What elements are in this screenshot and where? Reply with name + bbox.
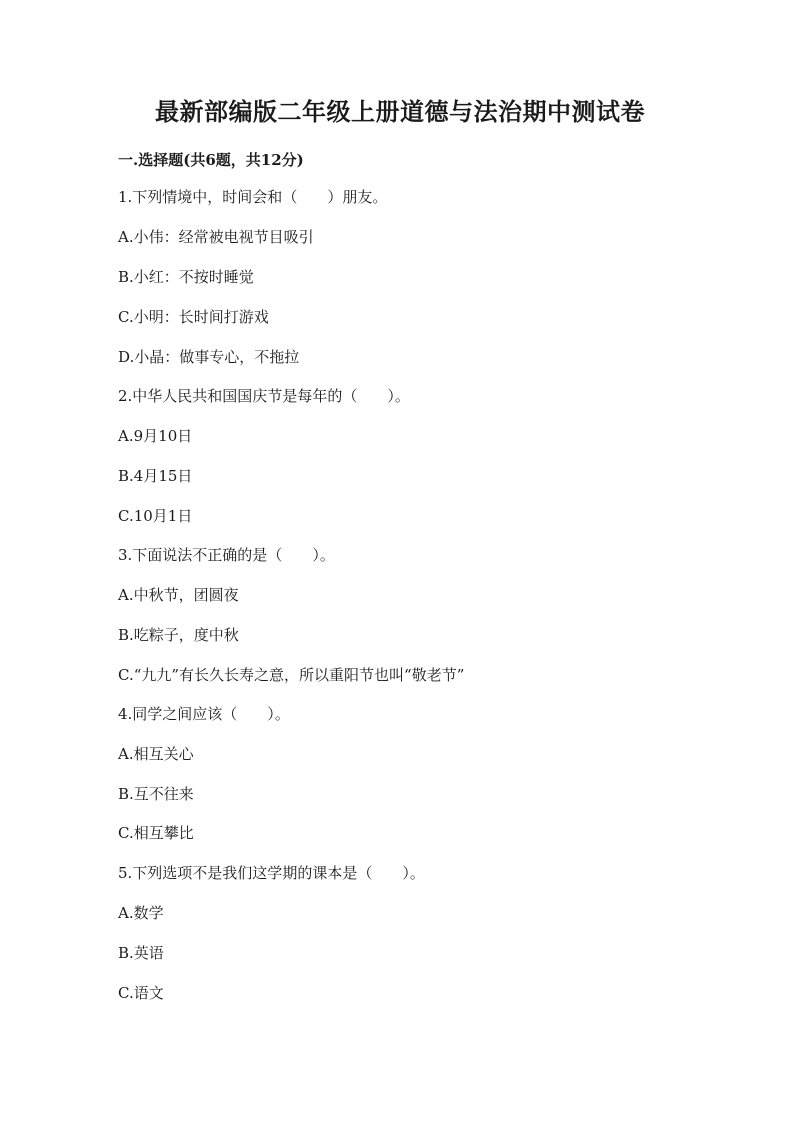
q1-option-b: B.小红：不按时睡觉	[118, 268, 254, 286]
question-4: 4.同学之间应该（ ）。	[118, 705, 290, 723]
q1-option-a: A.小伟：经常被电视节目吸引	[118, 228, 314, 246]
exam-title: 最新部编版二年级上册道德与法治期中测试卷	[155, 97, 645, 126]
q5-option-b: B.英语	[118, 944, 164, 962]
q4-option-c: C.相互攀比	[118, 824, 194, 842]
q2-option-a: A.9月10日	[118, 427, 193, 445]
q4-option-a: A.相互关心	[118, 745, 194, 763]
q3-option-c: C.“九九”有长久长寿之意，所以重阳节也叫“敬老节”	[118, 666, 465, 684]
question-5: 5.下列选项不是我们这学期的课本是（ ）。	[118, 864, 425, 882]
q1-option-d: D.小晶：做事专心，不拖拉	[118, 348, 300, 366]
q5-option-c: C.语文	[118, 984, 164, 1002]
q5-option-a: A.数学	[118, 904, 164, 922]
q1-option-c: C.小明：长时间打游戏	[118, 308, 269, 326]
question-3: 3.下面说法不正确的是（ ）。	[118, 546, 335, 564]
q3-option-a: A.中秋节，团圆夜	[118, 586, 239, 604]
q2-option-c: C.10月1日	[118, 507, 193, 525]
section-heading: 一.选择题(共6题，共12分)	[118, 151, 304, 169]
question-1: 1.下列情境中，时间会和（ ）朋友。	[118, 188, 388, 206]
q2-option-b: B.4月15日	[118, 467, 193, 485]
question-2: 2.中华人民共和国国庆节是每年的（ ）。	[118, 387, 410, 405]
q4-option-b: B.互不往来	[118, 785, 194, 803]
q3-option-b: B.吃粽子，度中秋	[118, 626, 239, 644]
